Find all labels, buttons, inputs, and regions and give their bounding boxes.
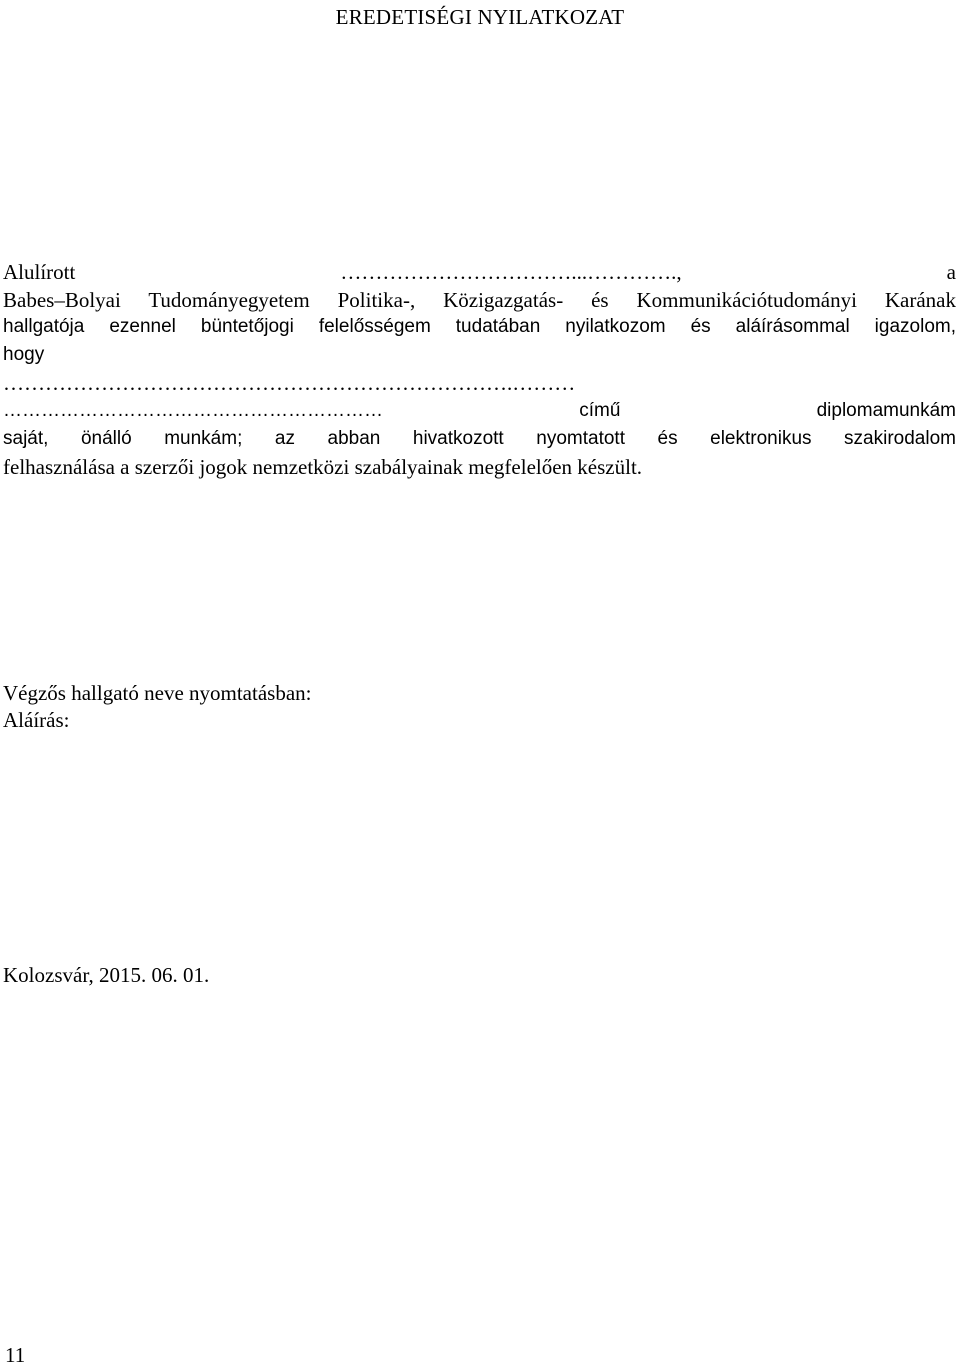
- student-name-label: Végzős hallgató neve nyomtatásban:: [3, 681, 312, 705]
- signature-label: Aláírás:: [3, 708, 70, 732]
- document-title: EREDETISÉGI NYILATKOZAT: [335, 5, 625, 29]
- page-number: 11: [5, 1343, 26, 1367]
- place-and-date: Kolozsvár, 2015. 06. 01.: [3, 963, 210, 987]
- statement-line-5-dotted-title: ……………………………………………………………….………: [3, 371, 576, 395]
- statement-line-4: hogy: [3, 344, 45, 365]
- statement-line-2: Babes–Bolyai Tudományegyetem Politika-, Közigazgatás- és Kommunikációtudományi Karának: [3, 288, 956, 312]
- statement-line-7: saját, önálló munkám; az abban hivatkozott nyomtatott és elektronikus szakirodalom: [3, 428, 956, 449]
- statement-line-8: felhasználása a szerzői jogok nemzetközi szabályainak megfelelően készült.: [3, 455, 643, 479]
- statement-line-6: …………………………………………………… című diplomamunkám: [3, 400, 956, 421]
- statement-line-1: Alulírott ……………………………...…………., a: [3, 260, 956, 284]
- statement-line-3: hallgatója ezennel büntetőjogi felelősségem tudatában nyilatkozom és aláírásommal igazolom,: [3, 316, 956, 337]
